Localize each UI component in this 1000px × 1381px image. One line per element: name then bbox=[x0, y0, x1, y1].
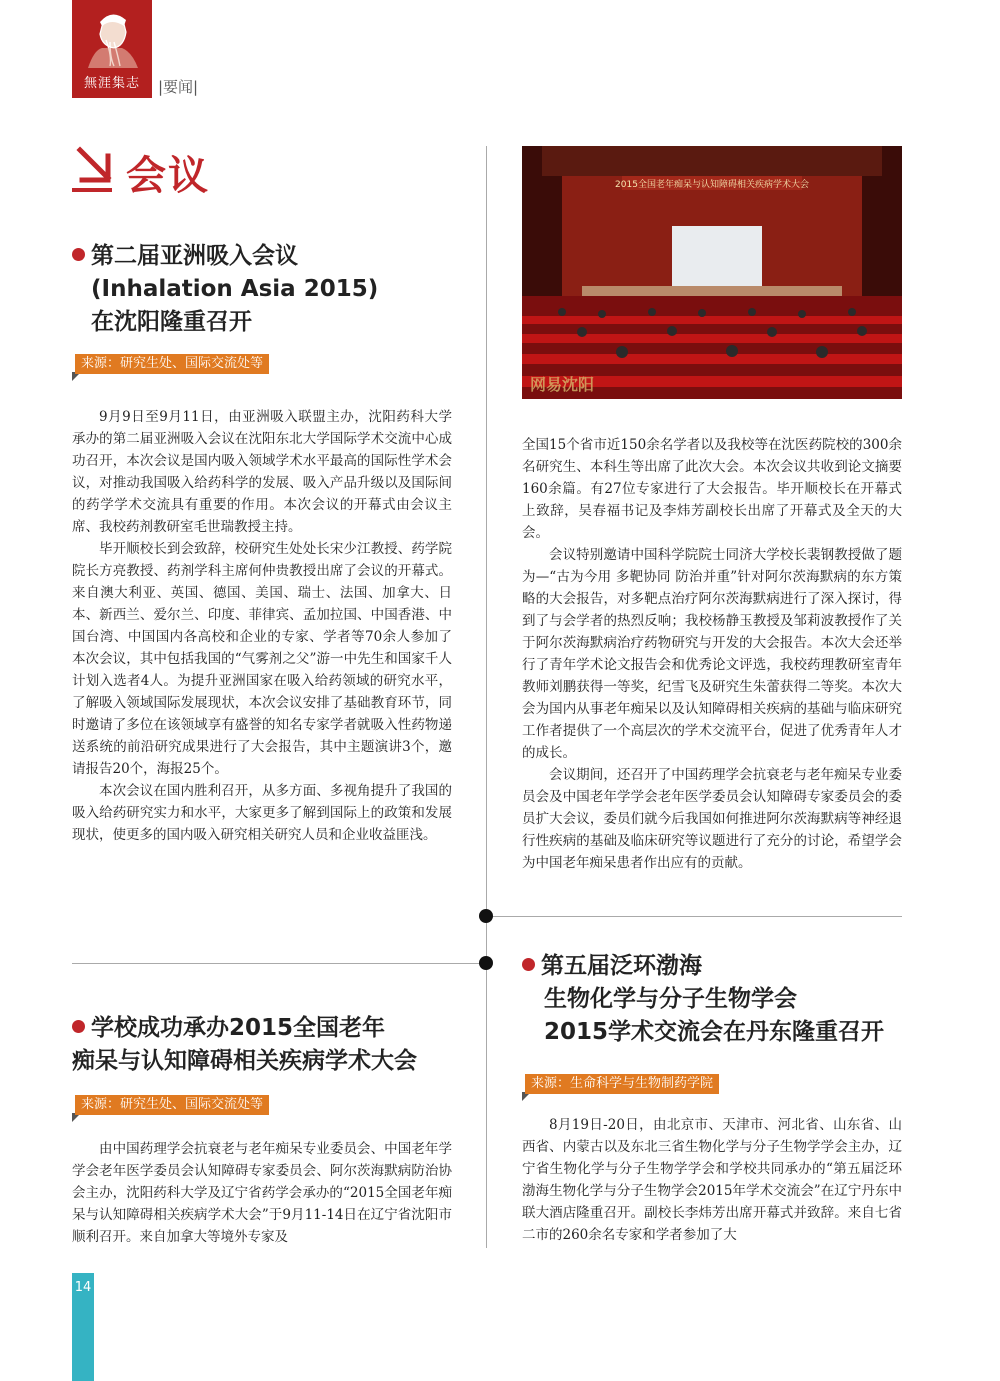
scholar-portrait-icon bbox=[80, 6, 144, 68]
source-label: 来源：生命科学与生物制药学院 bbox=[525, 1074, 719, 1094]
divider-dot bbox=[479, 956, 493, 970]
column-divider bbox=[486, 146, 487, 1248]
article-body: 由中国药理学会抗衰老与老年痴呆专业委员会、中国老年学学会老年医学委员会认知障碍专家委员会、阿尔茨海默病防治协会主办，沈阳药科大学及辽宁省药学会承办的“2015全国老年痴呆与认知障碍相关疾病学术大会”于9月11-14日在辽宁省沈阳市顺利召开。来自加拿大等境外专家及 bbox=[72, 1141, 452, 1245]
article-title: 学校成功承办2015全国老年 痴呆与认知障碍相关疾病学术大会 bbox=[72, 1015, 417, 1074]
bullet-dot-icon bbox=[72, 248, 85, 261]
publication-logo bbox=[72, 0, 152, 98]
banner-text: 2015全国老年痴呆与认知障碍相关疾病学术大会 bbox=[615, 180, 809, 190]
article-body-continued: 全国15个省市近150余名学者以及我校等在沈医药院校的300余名研究生、本科生等出席了此次大会。本次会议共收到论文摘要160余篇。有27位专家进行了大会报告。毕开顺校长在开幕式上致辞，吴春福书记及李炜芳副校长出席了开幕式及全天的大会。 会议特别邀请中国科学院院士同济大学校长裴钢教授做了题为—“古为今用 多靶协同 防治并重”针对阿尔茨海默病的东方策略的大会报告，对多靶点治疗阿尔茨海默病进行了深入探讨，得到了与会学者的热烈反响；我校杨静玉教授及邹莉波教授作了关于阿尔茨海默病治疗药物研究与开发的大会报告。本次大会还举行了青年学术论文报告会和优秀论文评选，我校药理教研室青年教师刘鹏获得一等奖，纪雪飞及研究生朱蕾获得二等奖。本次大会为国内从事老年痴呆以及认知障碍相关疾病的基础与临床研究工作者提供了一个高层次的学术交流平台，促进了优秀青年人才的成长。 会议期间，还召开了中国药理学会抗衰老与老年痴呆专业委员会及中国老年学学会老年医学委员会认知障碍专家委员会的委员扩大会议，委员们就今后我国如何推进阿尔茨海默病等神经退行性疾病的基础及临床研究等议题进行了充分的讨论，希望学会为中国老年痴呆患者作出应有的贡献。 bbox=[522, 437, 902, 871]
photo-watermark: 网易沈阳 bbox=[530, 375, 595, 394]
arrow-down-right-icon bbox=[72, 146, 116, 194]
auditorium-image bbox=[522, 146, 902, 399]
source-label: 来源：研究生处、国际交流处等 bbox=[75, 1095, 269, 1115]
divider-dot bbox=[479, 909, 493, 923]
bullet-dot-icon bbox=[72, 1020, 85, 1033]
logo-text: 無涯集志 bbox=[83, 76, 140, 91]
divider-right bbox=[486, 916, 902, 917]
divider-left bbox=[72, 963, 486, 964]
article-title: 第五届泛环渤海 生物化学与分子生物学会 2015学术交流会在丹东隆重召开 bbox=[522, 950, 902, 1049]
article-body: 9月9日至9月11日，由亚洲吸入联盟主办，沈阳药科大学承办的第二届亚洲吸入会议在沈阳东北大学国际学术交流中心成功召开，本次会议是国内吸入领域学术水平最高的国际性学术会议，对推动我国吸入给药科学的发展、吸入产品升级以及国际间的药学学术交流具有重要的作用。本次会议的开幕式由会议主席、我校药剂教研室毛世瑞教授主持。 毕开顺校长到会致辞，校研究生处处长宋少江教授、药学院院长方亮教授、药剂学科主席何仲贵教授出席了会议的开幕式。来自澳大利亚、英国、德国、美国、瑞士、法国、加拿大、日本、新西兰、爱尔兰、印度、菲律宾、孟加拉国、中国香港、中国台湾、中国国内各高校和企业的专家、学者等70余人参加了本次会议，其中包括我国的“气雾剂之父”游一中先生和国家千人计划入选者4人。为提升亚洲国家在吸入给药领域的研究水平，了解吸入领域国际发展现状，本次会议安排了基础教育环节，同时邀请了多位在该领域享有盛誉的知名专家学者就吸入性药物递送系统的前沿研究成果进行了大会报告，其中主题演讲3个，邀请报告20个，海报25个。 本次会议在国内胜利召开，从多方面、多视角提升了我国的吸入给药研究实力和水平，大家更多了解到国际上的政策和发展现状，使更多的国内吸入研究相关研究人员和企业收益匪浅。 bbox=[72, 409, 452, 843]
page-number: 14 bbox=[74, 1280, 92, 1295]
source-label: 来源：研究生处、国际交流处等 bbox=[75, 354, 269, 374]
section-title: 会议 bbox=[126, 153, 210, 199]
bullet-dot-icon bbox=[522, 958, 535, 971]
article-title: 第二届亚洲吸入会议 (Inhalation Asia 2015) 在沈阳隆重召开 bbox=[72, 240, 472, 339]
section-tag: |要闻| bbox=[158, 78, 199, 96]
article-body: 8月19日-20日，由北京市、天津市、河北省、山东省、山西省、内蒙古以及东北三省生物化学与分子生物学学会主办，辽宁省生物化学与分子生物学学会和学校共同承办的“第五届泛环渤海生物化学与分子生物学会2015年学术交流会”在辽宁丹东中联大酒店隆重召开。副校长李炜芳出席开幕式并致辞。来自七省二市的260余名专家和学者参加了大 bbox=[522, 1117, 902, 1243]
conference-photo bbox=[522, 146, 902, 399]
